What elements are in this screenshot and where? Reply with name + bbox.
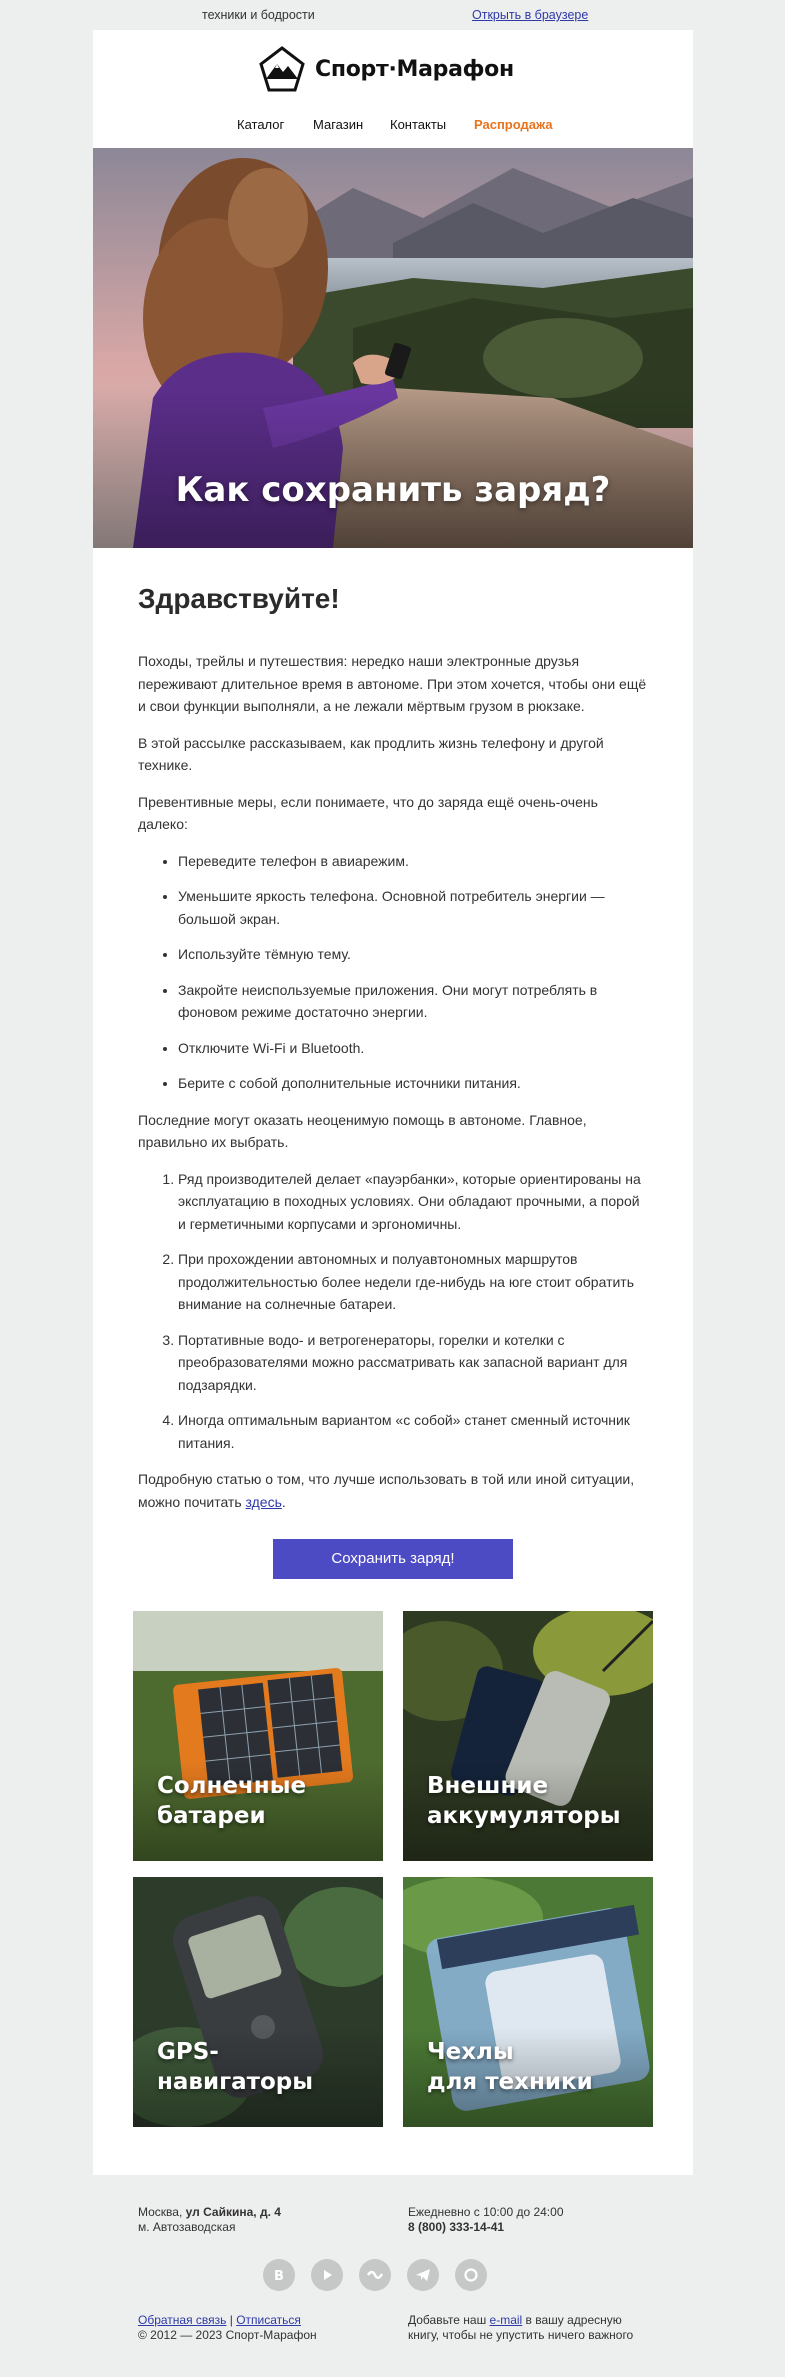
preheader-text: техники и бодрости: [202, 8, 315, 22]
mountain-logo-icon: [257, 46, 307, 92]
tile-label: Солнечные батареи: [157, 1773, 307, 1829]
working-hours: Ежедневно с 10:00 до 24:00: [408, 2205, 564, 2219]
add-suffix: в вашу адресную книгу, чтобы не упустить ничего важного: [408, 2313, 634, 2342]
email-card: [93, 30, 693, 2175]
phone-number[interactable]: 8 (800) 333-14-41: [408, 2220, 505, 2234]
feedback-link[interactable]: Обратная связь: [138, 2313, 227, 2327]
tile-power-banks[interactable]: [403, 1611, 653, 1861]
nav-item-sale[interactable]: Распродажа: [474, 117, 553, 132]
tile-solar-panels[interactable]: [133, 1611, 383, 1861]
outro-paragraph: [138, 1468, 648, 1513]
tile-cases[interactable]: [403, 1877, 653, 2127]
list-item: • Отключите Wi-Fi и Bluetooth.: [178, 1037, 648, 1060]
unsubscribe-link[interactable]: Отписаться: [236, 2313, 301, 2327]
brand-name: Спорт·Марафон: [315, 56, 514, 82]
list-item: • Переведите телефон в авиарежим.: [178, 850, 648, 873]
nav-item-contacts[interactable]: Контакты: [390, 117, 447, 132]
nav-item-catalog[interactable]: Каталог: [237, 117, 285, 132]
svg-text:B: B: [274, 2269, 284, 2284]
hero-title: Как сохранить заряд?: [175, 470, 611, 510]
tile-label: Внешние аккумуляторы: [427, 1773, 621, 1829]
open-in-browser-link[interactable]: Открыть в браузере: [472, 8, 589, 22]
list-item: • Уменьшите яркость телефона. Основной потребитель энергии — большой экран.: [178, 885, 648, 930]
list-item: 2. При прохождении автономных и полуавтономных маршрутов продолжительностью более недели где-нибудь на юге стоит обратить внимание на солнечные батареи.: [178, 1248, 648, 1316]
footer-hours: [408, 2205, 564, 2235]
list-item: • Берите с собой дополнительные источники питания.: [178, 1072, 648, 1095]
footer-add-contact: [408, 2313, 648, 2343]
social-links: [263, 2259, 487, 2291]
metro-station: м. Автозаводская: [138, 2220, 236, 2234]
tile-gps-navigators[interactable]: [133, 1877, 383, 2127]
footer-links: [138, 2313, 317, 2343]
add-prefix: Добавьте наш: [408, 2313, 490, 2327]
intro-paragraph: Походы, трейлы и путешествия: нередко наши электронные друзья переживают длительное время в автономе. При этом хочется, чтобы они ещё и свои функции выполняли, а не лежали мёртвым грузом в рюкзаке.: [138, 653, 647, 714]
paragraph-3: Превентивные меры, если понимаете, что до заряда ещё очень-очень далеко:: [138, 793, 598, 832]
tips-list: [138, 850, 648, 1095]
email-link[interactable]: e-mail: [489, 2313, 523, 2327]
article-body: [138, 548, 648, 1513]
outro-text: Подробную статью о том, что лучше использовать в той или иной ситуации, можно почитать: [138, 1471, 635, 1510]
link-separator: |: [226, 2313, 237, 2327]
hero-banner[interactable]: [93, 148, 693, 548]
vk-icon[interactable]: [263, 2259, 295, 2291]
address-street: ул Сайкина, д. 4: [185, 2205, 281, 2219]
list-item: 3. Портативные водо- и ветрогенераторы, горелки и котелки с преобразователями можно рассматривать как запасной вариант для подзарядки.: [178, 1329, 648, 1397]
save-charge-button[interactable]: Сохранить заряд!: [273, 1539, 513, 1579]
odnoklassniki-icon[interactable]: [455, 2259, 487, 2291]
main-nav: [93, 117, 693, 137]
preheader: [93, 0, 693, 30]
sources-list: [138, 1168, 648, 1455]
tile-label: Чехлы для техники: [427, 2039, 593, 2095]
brand-logo[interactable]: [257, 46, 514, 92]
vimeo-icon[interactable]: [359, 2259, 391, 2291]
greeting-heading: Здравствуйте!: [138, 583, 340, 614]
paragraph-4: Последние могут оказать неоценимую помощь в автономе. Главное, правильно их выбрать.: [138, 1111, 587, 1150]
nav-item-shop[interactable]: Магазин: [313, 117, 364, 132]
copyright: © 2012 — 2023 Спорт-Марафон: [138, 2328, 317, 2342]
youtube-icon[interactable]: [311, 2259, 343, 2291]
outro-end: .: [281, 1493, 286, 1510]
paragraph-2: В этой рассылке рассказываем, как продлить жизнь телефону и другой технике.: [138, 734, 604, 773]
list-item: 4. Иногда оптимальным вариантом «с собой» станет сменный источник питания.: [178, 1409, 648, 1454]
tile-label: GPS- навигаторы: [157, 2039, 314, 2095]
list-item: • Закройте неиспользуемые приложения. Они могут потреблять в фоновом режиме достаточно энергии.: [178, 979, 648, 1024]
list-item: • Используйте тёмную тему.: [178, 943, 648, 966]
list-item: 1. Ряд производителей делает «пауэрбанки», которые ориентированы на эксплуатацию в походных условиях. Они обладают прочными, а порой и герметичными корпусами и эргономичны.: [178, 1168, 648, 1236]
article-link[interactable]: здесь: [245, 1493, 282, 1510]
footer-address: [138, 2205, 281, 2235]
address-prefix: Москва,: [138, 2205, 186, 2219]
telegram-icon[interactable]: [407, 2259, 439, 2291]
